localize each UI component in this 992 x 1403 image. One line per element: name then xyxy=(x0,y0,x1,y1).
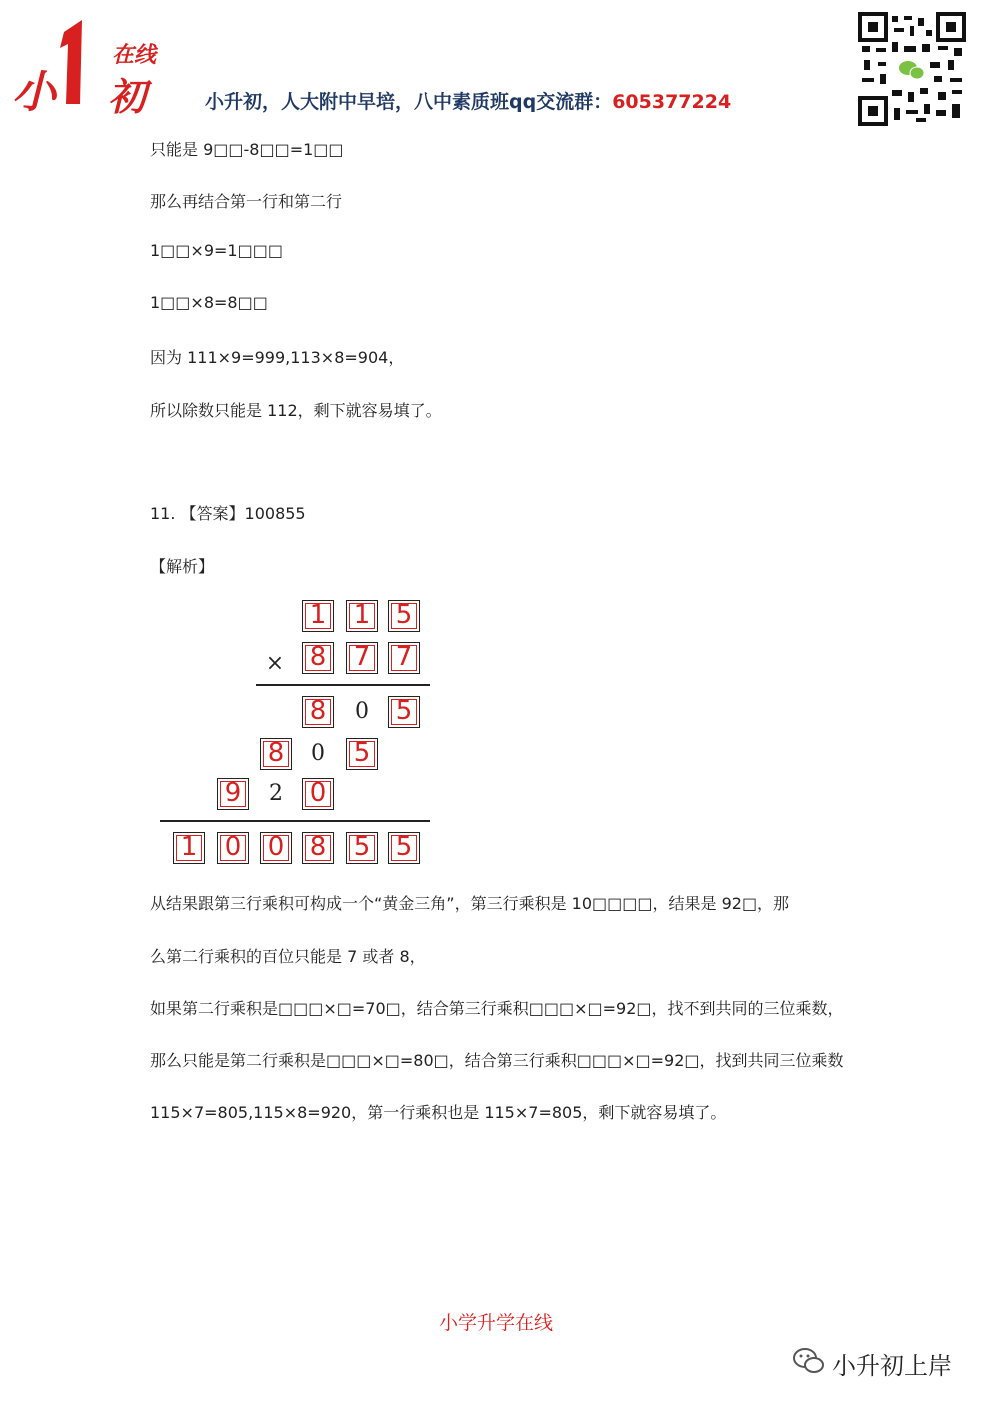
digit-plain: 2 xyxy=(269,781,283,806)
digit-box: 0 xyxy=(217,832,249,864)
digit-box: 5 xyxy=(346,832,378,864)
page-footer: 小学升学在线 xyxy=(438,1312,553,1334)
qq-group-number: 605377224 xyxy=(612,91,732,113)
digit-box: 1 xyxy=(302,600,334,632)
logo-one-icon xyxy=(56,18,90,106)
answer-line: 11. 【答案】100855 xyxy=(150,504,306,523)
digit-box: 5 xyxy=(388,696,420,728)
divider-line xyxy=(160,820,430,822)
text-line-13: 115×7=805,115×8=920，第一行乘积也是 115×7=805，剩下就容易填了。 xyxy=(150,1103,727,1122)
analysis-heading: 【解析】 xyxy=(150,557,215,576)
times-sign: × xyxy=(265,651,285,676)
digit-box: 8 xyxy=(260,738,292,770)
text-line-10: 么第二行乘积的百位只能是 7 或者 8， xyxy=(150,947,426,966)
qr-code-icon[interactable] xyxy=(858,12,966,126)
header-title xyxy=(205,87,731,114)
text-line-9: 从结果跟第三行乘积可构成一个“黄金三角”，第三行乘积是 10□□□□，结果是 92□，那 xyxy=(150,894,790,913)
logo-chu: 初 xyxy=(108,75,145,119)
text-line-1: 只能是 9□□-8□□=1□□ xyxy=(150,140,344,159)
digit-plain: 0 xyxy=(311,741,325,766)
digit-box: 5 xyxy=(388,600,420,632)
digit-box: 7 xyxy=(388,642,420,674)
digit-box: 7 xyxy=(346,642,378,674)
header-title-text: 小升初，人大附中早培，八中素质班qq交流群： xyxy=(205,91,613,113)
digit-box: 8 xyxy=(302,832,334,864)
digit-box: 5 xyxy=(346,738,378,770)
digit-box: 1 xyxy=(173,832,205,864)
text-line-4: 1□□×8=8□□ xyxy=(150,293,268,312)
watermark-account: 小升初上岸 xyxy=(832,1352,952,1380)
digit-box: 0 xyxy=(302,778,334,810)
text-line-3: 1□□×9=1□□□ xyxy=(150,241,283,260)
digit-box: 5 xyxy=(388,832,420,864)
text-line-2: 那么再结合第一行和第二行 xyxy=(150,192,343,211)
digit-box: 0 xyxy=(260,832,292,864)
digit-box: 9 xyxy=(217,778,249,810)
digit-box: 1 xyxy=(346,600,378,632)
digit-box: 8 xyxy=(302,696,334,728)
digit-box: 8 xyxy=(302,642,334,674)
text-line-5: 因为 111×9=999,113×8=904， xyxy=(150,348,405,367)
digit-plain: 0 xyxy=(355,699,369,724)
divider-line xyxy=(256,684,430,686)
wechat-icon xyxy=(792,1346,826,1376)
logo-zaixian: 在线 xyxy=(112,43,157,68)
text-line-6: 所以除数只能是 112，剩下就容易填了。 xyxy=(150,401,442,420)
logo-xiao: 小 xyxy=(12,67,54,118)
text-line-11: 如果第二行乘积是□□□×□=70□，结合第三行乘积□□□×□=92□，找不到共同的三位乘数， xyxy=(150,999,844,1018)
text-line-12: 那么只能是第二行乘积是□□□×□=80□，结合第三行乘积□□□×□=92□，找到共同三位乘数 xyxy=(150,1051,844,1070)
